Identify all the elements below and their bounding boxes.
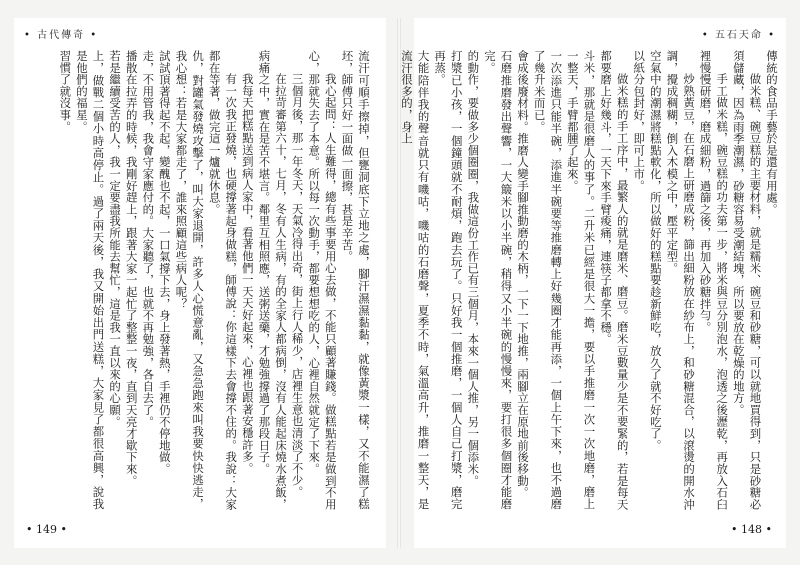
- paragraph: 傳統的食品手藝於是還有用處。: [765, 50, 779, 216]
- right-text-block: [399, 50, 780, 510]
- paragraph: 手工做米糕，碗豆糕的功夫第一步，將米與豆分別泡水，泡透之後瀝乾，再放入石臼裡慢慢研磨，磨成細粉，過篩之後，再加入砂糖拌勻。: [698, 50, 730, 510]
- paragraph: 在拉苛審第六十，七月，冬有人生病，有的全家人都病倒，沒有人能起床燒水煮飯，病痛之中，實在是苦不堪言。鄰里互相照應，送粥送藥，才勉強撐過了那段日子。: [257, 50, 289, 510]
- left-text-block: [40, 50, 372, 510]
- paragraph: 炒熟黃豆，在石磨上研磨成粉，篩出細粉放在紗布上，和砂糖混合，以滾燙的開水沖調，攪成稠糊，倒入木模之中，壓平定型。: [665, 50, 697, 510]
- paragraph: 空氣中的潮濕將糕點軟化，所以做好的糕點要趁新鮮吃，放久了就不好吃了。: [648, 50, 663, 452]
- paragraph: 走，不用管我，我會守家應付的。大家聽了，也就不再勉強，各自去了。: [141, 50, 156, 428]
- paragraph: 以紙分包封好，即可上市。: [632, 50, 647, 192]
- paragraph: 打漿已小孩，一個鐘頭就不耐煩，跑去玩了。只好我一個推磨，一個人自己打漿，磨完再蒸。: [433, 50, 464, 510]
- left-page: [14, 18, 386, 548]
- right-running-head: • 五石天命 •: [701, 30, 776, 41]
- paragraph: 做米糕的手工序中，最繁人的就是磨米、磨豆。磨米豆數量少是不要緊的，若是每天都要磨上好幾斗，一天下來手臂痠痛，連筷子都拿不穩。: [599, 50, 630, 510]
- paragraph: 三個月後，那一年冬天，天氣冷得出奇，街上行人稀少，店裡生意也清淡了不少。: [290, 72, 305, 498]
- paragraph: 一次添進只能半碗，添進半碗要等推磨轉上好幾圈才能再添，一個上午下來，也不過磨了幾升米而已。: [532, 50, 564, 510]
- paragraph: 我每天把糕點送到病人家中，看著他們一天天好起來，心裡也跟著安穩許多。: [240, 72, 255, 474]
- paragraph: 斗米，那就是很磨人的事了。二升米已經是很大一擔，要以手推磨一次一次地磨，磨上一整天，手臂都腫了起來。: [565, 50, 597, 510]
- right-page-number: • 148 •: [731, 523, 772, 536]
- left-page-number: • 149 •: [26, 523, 67, 536]
- paragraph: 的動作，要做多少個圈圈，我做這份工作已有三個月，本來一個人推，另一個添米。: [466, 50, 481, 487]
- paragraph: 做米糕、碗豆糕的主要材料，就是糯米、碗豆和砂糖，可以就地買得到，只是砂糖必須儲藏，因為雨季潮濕，砂糖容易受潮結塊，所以要放在乾燥的地方。: [731, 50, 763, 510]
- paragraph: 試試頂著得起不起，變醜也不起，一口氣撐下去，身上發著熱，手裡仍不停地做。: [157, 50, 172, 475]
- paragraph: 有一次我正發燒，也硬撐著起身做糕，師傅說：你這樣下去會撐不住的。我說：大家都在等著，做完這一爐就休息。: [207, 50, 239, 510]
- paragraph: 若是繼續受苦的人，我一定要盡我所能去幫忙，這是我一直以來的心願。: [108, 50, 123, 428]
- left-running-head: • 古代傳奇 •: [24, 30, 99, 41]
- paragraph: 上，做戰二個小時高停止。過了兩天後，我又開始出門送糕，大家見了都很高興，說我是他們的福星。: [74, 50, 106, 510]
- paragraph: 我心起問：人生難得，總有些事要用心去做，不能只顧著賺錢。做糕點若是做到不用心，那就失去了本意。所以每一次動手，都要想想吃的人，心裡自然就定了下來。: [307, 50, 338, 510]
- paragraph: 大能陪伴我的聲音就只有嘰咕，嘰咕的石磨聲，夏季不時，氣溫高升，推磨一整天，是流汗很多的，身上: [399, 50, 431, 510]
- paragraph: 播散在拉弄的時候，我剛好趕上，跟著大家一起忙了整整一夜，直到天亮才歇下來。: [124, 50, 139, 487]
- paragraph: 石磨推磨發出聲響，一大簸米以小半碗，稍得又小半碗的慢慢來，要打很多個圈才能磨完。: [482, 50, 514, 510]
- paragraph: 會成後廢材料。推磨人變手腳推動磨的木柄，一下一下地推，兩腳立在原地前後移動。: [516, 50, 531, 499]
- paragraph: 仇，對罐氣發燒攻擊了，叫大家退開，許多人心慌意亂，又急急跑來叫我要快快逃走，我心想：若是大家都走了，誰來照顧這些病人呢？: [174, 50, 206, 510]
- right-page: [399, 18, 786, 548]
- paragraph: 習慣了就沒事。: [58, 50, 73, 133]
- paragraph: 流汗可順手擦掉，但甕洞底下立地之處，腳汗濕濕黏黏，就像黃漿一樣，又不能濕了糕坯，師傅只好一面做一面擦，甚是辛苦。: [340, 50, 371, 510]
